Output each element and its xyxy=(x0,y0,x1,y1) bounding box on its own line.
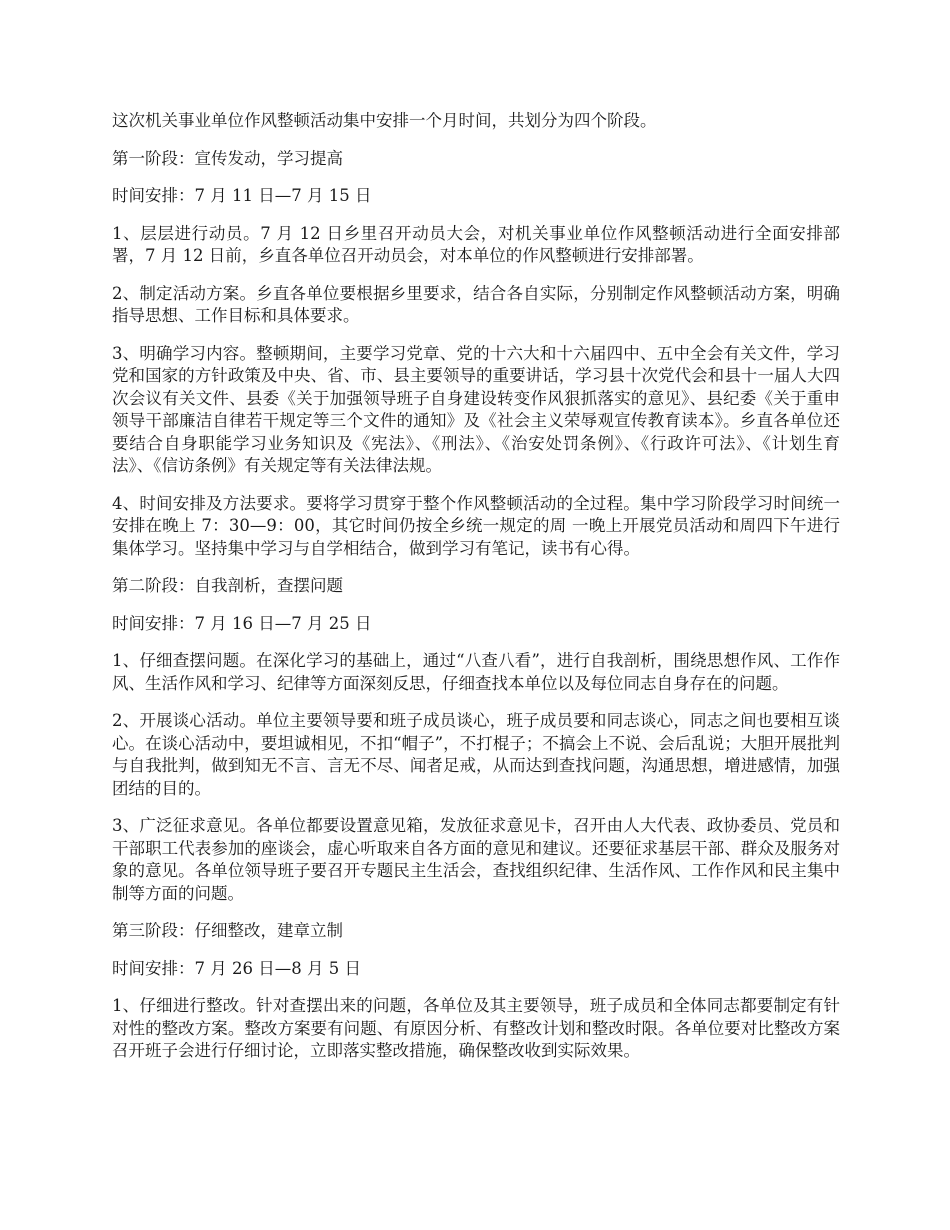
stage-3-item-1: 1、仔细进行整改。针对查摆出来的问题，各单位及其主要领导，班子成员和全体同志都要制定有针对性的整改方案。整改方案要有问题、有原因分析、有整改计划和整改时限。各单位要对比整改方案召开班子会进行仔细讨论，立即落实整改措施，确保整改收到实际效果。 xyxy=(112,996,840,1060)
stage-2-item-1: 1、仔细查摆问题。在深化学习的基础上，通过“八查八看”，进行自我剖析，围绕思想作风、工作作风、生活作风和学习、纪律等方面深刻反思，仔细查找本单位以及每位同志自身存在的问题。 xyxy=(112,651,840,693)
document-body xyxy=(112,110,840,1078)
stage-3-schedule: 时间安排：7 月 26 日—8 月 5 日 xyxy=(112,958,361,978)
stage-1-item-3: 3、明确学习内容。整顿期间，主要学习党章、党的十六大和十六届四中、五中全会有关文件，学习党和国家的方针政策及中央、省、市、县主要领导的重要讲话，学习县十次党代会和县十一届人大四次会议有关文件、县委《关于加强领导班子自身建设转变作风狠抓落实的意见》、县纪委《关于重申领导干部廉洁自律若干规定等三个文件的通知》及《社会主义荣辱观宣传教育读本》。乡直各单位还要结合自身职能学习业务知识及《宪法》、《刑法》、《治安处罚条例》、《行政许可法》、《计划生育法》、《信访条例》有关规定等有关法律法规。 xyxy=(112,343,840,475)
stage-2-schedule: 时间安排：7 月 16 日—7 月 25 日 xyxy=(112,613,372,633)
stage-1-item-2: 2、制定活动方案。乡直各单位要根据乡里要求，结合各自实际，分别制定作风整顿活动方案，明确指导思想、工作目标和具体要求。 xyxy=(112,283,840,325)
stage-1-schedule: 时间安排：7 月 11 日—7 月 15 日 xyxy=(112,186,372,205)
stage-1-item-1: 1、层层进行动员。7 月 12 日乡里召开动员大会，对机关事业单位作风整顿活动进行全面安排部署，7 月 12 日前，乡直各单位召开动员会，对本单位的作风整顿进行安排部署。 xyxy=(112,223,840,265)
stage-1-item-4: 4、时间安排及方法要求。要将学习贯穿于整个作风整顿活动的全过程。集中学习阶段学习时间统一安排在晚上 7：30—9：00，其它时间仍按全乡统一规定的周 一晚上开展党员活动和周四下午进行集体学习。坚持集中学习与自学相结合，做到学习有笔记，读书有心得。 xyxy=(112,493,840,558)
stage-2-heading: 第二阶段：自我剖析，查摆问题 xyxy=(112,576,343,595)
intro-paragraph: 这次机关事业单位作风整顿活动集中安排一个月时间，共划分为四个阶段。 xyxy=(112,111,657,130)
stage-2-item-2: 2、开展谈心活动。单位主要领导要和班子成员谈心，班子成员要和同志谈心，同志之间也要相互谈心。在谈心活动中，要坦诚相见，不扣“帽子”，不打棍子；不搞会上不说、会后乱说；大胆开展批判与自我批判，做到知无不言、言无不尽、闻者足戒，从而达到查找问题，沟通思想，增进感情，加强团结的目的。 xyxy=(112,711,840,798)
stage-1-heading: 第一阶段：宣传发动，学习提高 xyxy=(112,148,343,168)
stage-3-heading: 第三阶段：仔细整改，建章立制 xyxy=(112,921,343,940)
stage-2-item-3: 3、广泛征求意见。各单位都要设置意见箱，发放征求意见卡，召开由人大代表、政协委员、党员和干部职工代表参加的座谈会，虚心听取来自各方面的意见和建议。还要征求基层干部、群众及服务对象的意见。各单位领导班子要召开专题民主生活会，查找组织纪律、生活作风、工作作风和民主集中制等方面的问题。 xyxy=(112,816,840,903)
